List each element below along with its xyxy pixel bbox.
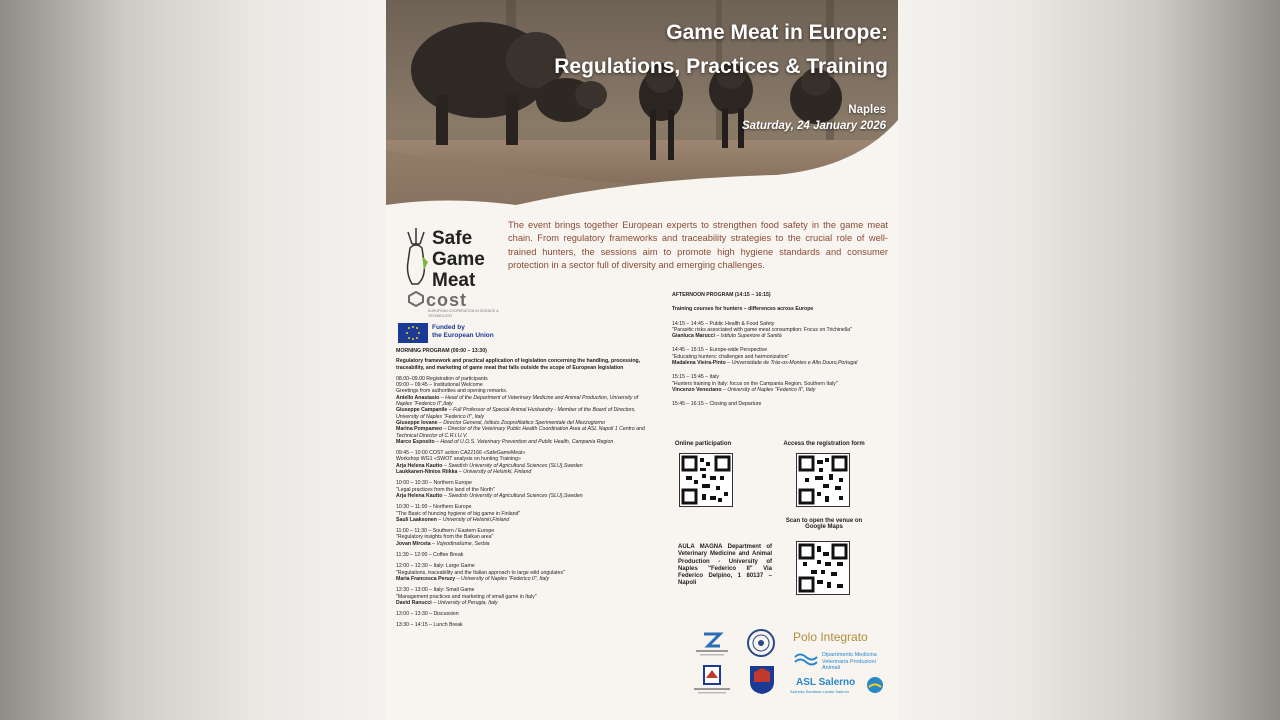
speaker-name: Marina Pompameo — [396, 426, 443, 433]
google-maps-qr[interactable] — [796, 541, 850, 595]
speaker-name: Vincenzo Veneziano — [672, 386, 722, 393]
event-city: Naples — [848, 104, 886, 116]
dept-logo-text: Dipartimento Medicina Veterinaria Produzioni Animali — [822, 652, 877, 671]
cost-subtitle: EUROPEAN COOPERATION IN SCIENCE & TECHNOLOGY — [428, 309, 499, 318]
event-date: Saturday, 24 January 2026 — [741, 120, 886, 132]
sgm-word-2: Game — [432, 249, 485, 270]
program-line: 09:00 – 09:45 – Institutional Welcome — [396, 382, 483, 389]
program-line: 10:30 – 11:00 – Northern Europe — [396, 504, 472, 511]
speaker-affiliation: – Swedish University of Agricultural Sciences (SLU),Sweden — [442, 462, 583, 469]
program-block — [396, 587, 646, 606]
sgm-word-1: Safe — [432, 228, 473, 249]
asl-globe-icon — [866, 676, 884, 694]
program-line: Workshop WG1 «SWOT analysis on hunting Training» — [396, 456, 521, 463]
program-line: 11:00 – 11:30 – Southern / Eastern Europe — [396, 528, 495, 535]
afternoon-program — [672, 292, 884, 413]
speaker-affiliation: – Swedish University of Agricultural Sciences (SLU),Sweden — [442, 492, 583, 499]
program-block — [672, 374, 884, 393]
program-line: "Hunters training in Italy: focus on the Campania Region, Southern Italy" — [672, 380, 838, 387]
morning-program — [396, 348, 646, 634]
cost-hexagon-icon — [408, 291, 424, 307]
speaker-affiliation: – University of Perugia, Italy — [431, 599, 498, 606]
speaker-name: David Ranucci — [396, 599, 432, 606]
afternoon-subtitle: Training courses for hunters – differences across Europe — [672, 306, 814, 313]
program-line: 12:00 – 12:30 – Italy: Large Game — [396, 563, 475, 570]
online-participation-label: Online participation — [674, 441, 732, 447]
speaker-name: Madalena Vieira-Pinto — [672, 360, 726, 367]
asl-salerno-logo: ASL Salerno — [796, 677, 856, 688]
region-shield-icon — [748, 664, 776, 696]
program-block — [396, 480, 646, 499]
speaker-affiliation: – Director of the Veterinary Public Health Coordination Area at ASL Napoli 1 Centro and Technical Director of C.R.I.U.V. — [396, 426, 645, 439]
event-poster — [386, 0, 898, 720]
program-block — [396, 611, 646, 617]
eu-line-1: Funded by — [432, 324, 465, 331]
online-participation-qr[interactable] — [679, 453, 733, 507]
maps-label: Scan to open the venue on Google Maps — [785, 518, 863, 530]
morning-subtitle: Regulatory framework and practical application of legislation concerning the handling, processing, traceability, and marketing of game meat that falls outside the scope of European legislation — [396, 358, 641, 371]
program-line: Greetings from authorities and opening remarks. — [396, 388, 508, 395]
program-block — [396, 376, 646, 445]
speaker-affiliation: – University of Helsinki,Finland — [436, 516, 510, 523]
program-line: 12:30 – 13:00 – Italy: Small Game — [396, 587, 475, 594]
polo-integrato-logo: Polo Integrato — [793, 630, 868, 644]
speaker-affiliation: – Universidade de Trás-os-Montes e Alto Douro,Portugal — [725, 360, 858, 367]
program-line: 10:00 – 10:30 – Northern Europe — [396, 480, 472, 487]
speaker-name: Sauli Laaksonen — [396, 516, 437, 523]
speaker-affiliation: – Istituto Superiore di Sanità — [714, 333, 782, 340]
program-line: 09:45 – 10:00 COST action CA22166 «SafeGameMeat» — [396, 450, 526, 457]
speaker-name: Aniello Anastasio — [396, 394, 440, 401]
program-line: 14:45 – 15:15 – Europe-wide Perspective — [672, 347, 768, 354]
poster-title — [554, 16, 888, 84]
speaker-affiliation: – Vojvodinašume, Serbia — [430, 540, 490, 547]
program-line: 11:30 – 12:00 – Coffee Break — [396, 552, 464, 559]
speaker-name: Laukkanen-Ninios Riikka — [396, 469, 458, 476]
title-line-2: Regulations, Practices & Training — [554, 55, 888, 78]
speaker-name: Gianluca Marucci — [672, 333, 715, 340]
program-block — [396, 528, 646, 547]
program-block — [396, 622, 646, 628]
intro-paragraph: The event brings together European experts to strengthen food safety in the game meat chain. From regulatory frameworks and traceability strategies to the crucial role of well-trained hunters, the sessions aim to promote high hygiene standards and consumer protection in a sector full of diversity and emerging challenges. — [508, 220, 888, 271]
speaker-affiliation: – University of Naples "Federico II", Italy — [721, 386, 816, 393]
program-line: "Parasitic risks associated with game meat consumption: Focus on Trichinella" — [672, 326, 852, 333]
speaker-name: Maria Francesca Peruzy — [396, 575, 456, 582]
safe-game-meat-logo — [432, 228, 485, 291]
program-line: 15:45 – 16:15 – Closing and Departure — [672, 401, 762, 408]
speaker-affiliation: – Head of U.O.S. Veterinary Prevention and Public Health, Campania Region — [434, 438, 614, 445]
cost-logo: cost — [426, 290, 468, 310]
speaker-affiliation: – University of Helsinki, Finland — [457, 469, 532, 476]
program-line: 15:15 – 15:45 – Italy — [672, 374, 720, 381]
program-block — [396, 563, 646, 582]
izs-mezzogiorno-logo — [690, 630, 734, 660]
program-line: 13:00 – 13:30 – Discussion — [396, 611, 459, 618]
speaker-affiliation: – Head of the Department of Veterinary Medicine and Animal Production, University of Naples "Federico II",Italy — [396, 394, 639, 408]
venue-address: AULA MAGNA Department of Veterinary Medicine and Animal Production - University of Naples "Federico II" Via Federico Delpino, 1 80137 – Napoli — [678, 544, 772, 587]
speaker-name: Jovan Mirceta — [396, 540, 431, 547]
program-line: "Regulatory insights from the Balkan area" — [396, 534, 494, 541]
program-block — [396, 504, 646, 523]
program-line: "Legal practices from the land of the North" — [396, 486, 495, 493]
speaker-name: Giuseppe Iovane — [396, 419, 438, 426]
speaker-name: Arja Helena Kautto — [396, 492, 443, 499]
program-block — [672, 401, 884, 407]
program-line: "Regulations, traceability and the Italian approach to large wild ungulates" — [396, 569, 565, 576]
registration-qr[interactable] — [796, 453, 850, 507]
program-line: "Educating hunters: challenges and harmonization" — [672, 353, 790, 360]
speaker-name: Giuseppe Campanile — [396, 407, 448, 414]
dept-wave-icon — [794, 651, 818, 667]
sgm-word-3: Meat — [432, 270, 476, 291]
speaker-affiliation: – Director General, Istituto Zooprofilattico Sperimentale del Mezzogiorno — [437, 419, 606, 426]
speaker-affiliation: – Full Professor of Special Animal Husbandry - Member of the Board of Directors, University of Naples "Federico II", Italy — [396, 407, 636, 420]
eu-flag-icon — [398, 323, 428, 343]
speaker-name: Marco Esposito — [396, 438, 435, 445]
university-naples-seal-icon — [746, 628, 776, 658]
program-line: 08.00–09.00 Registration of participants — [396, 375, 488, 382]
speaker-name: Arja Helena Kautto — [396, 462, 443, 469]
eu-funding-label — [432, 324, 494, 340]
afternoon-heading: AFTERNOON PROGRAM (14:15 – 16:15) — [672, 292, 771, 298]
registration-label: Access the registration form — [783, 441, 865, 447]
program-line: 14:15 – 14:45 – Public Health & Food Safety — [672, 320, 775, 327]
program-block — [672, 321, 884, 340]
program-block — [396, 552, 646, 558]
program-block — [672, 347, 884, 366]
program-line: "Management practices and marketing of small game in Italy" — [396, 593, 537, 600]
campania-region-logo — [690, 664, 734, 696]
program-line: 13:30 – 14:15 – Lunch Break — [396, 622, 463, 629]
morning-heading: MORNING PROGRAM (09:00 – 13:30) — [396, 348, 487, 354]
speaker-affiliation: – University of Naples "Federico II", Italy — [455, 575, 550, 582]
asl-salerno-subtitle: Azienda Sanitaria Locale Salerno — [790, 689, 850, 694]
title-line-1: Game Meat in Europe: — [666, 21, 888, 44]
program-block — [396, 450, 646, 475]
event-location-date — [742, 102, 886, 134]
eu-line-2: the European Union — [432, 332, 494, 339]
program-line: "The Basic of huncing hygiene of big game in Finland" — [396, 510, 521, 517]
